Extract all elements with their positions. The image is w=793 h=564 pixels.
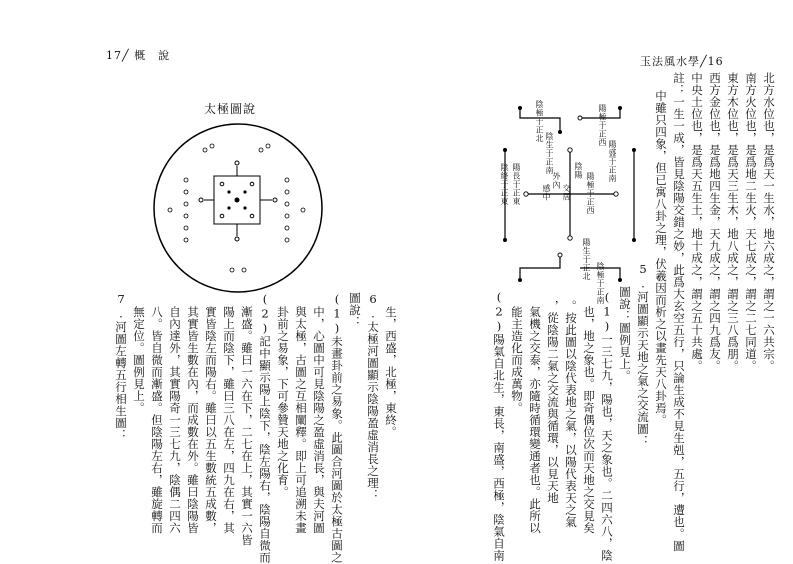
text-column: 。按此圖以陰代表地之氣，以陽代表天之氣 — [564, 300, 578, 528]
text-column: 能主造化而成萬物。 — [510, 306, 524, 414]
text-column: 自內達外，其實陽奇一三七九，陰偶二四六 — [168, 306, 182, 534]
hetu-label-top-left-b: 陰生于正南 — [545, 132, 554, 175]
hetu-label-top-right-b: 陽盛于正南 — [608, 140, 617, 183]
hetu-label-mid-left-b: 陰終于正東 — [500, 163, 509, 206]
hetu-label-mid-left-a: 陽長于正東 — [512, 163, 521, 206]
text-column: (1)未畫卦前之易象。此圖合河圖於太極古圖之 — [330, 292, 344, 564]
text-column: 與太極，古圖之互相闡釋。即上可追溯未畫 — [294, 306, 308, 534]
hetu-label-top-left-a: 陰極于正北 — [535, 100, 544, 143]
text-column: 生，西盛，北極，東終。 — [384, 306, 398, 438]
text-column: 陽上而陰下，雖曰三八在左，四九在右，其 — [222, 306, 236, 534]
text-column: 無定位。圖例見上。 — [132, 306, 146, 414]
text-column: 北方水位也，是爲天一生水，地六成之，謂之一六共宗。 — [762, 72, 776, 372]
text-column: 東方木位也，是爲天三生木，地八成之，謂之三八爲朋。 — [726, 72, 740, 372]
text-column: 圖說：圖例見上。 — [618, 286, 632, 382]
hetu-label-bottom-right-a: 陽生于正北 — [582, 238, 591, 281]
text-column: 中央土位也，是爲天五生土，地十成之，謂之五十共處。 — [690, 72, 704, 372]
hetu-label-top-right-a: 陽極于正西 — [598, 104, 607, 147]
text-column: 7.河圖左轉五行相生圖： — [114, 292, 128, 441]
text-column: 也，地之象也。即奇偶位次而天地之交見矣 — [582, 306, 596, 534]
header-left: 17╱ 概 說 — [106, 49, 171, 62]
text-column: 中雖只四象，但已寓八卦之理，伏羲因而析之以畫先天八卦焉。 — [654, 90, 668, 426]
text-column: 中，心圖中可見陰陽之盈虛消長，與夫河圖 — [312, 306, 326, 534]
text-column: 5.河圖顯示天地之氣之交流圖： — [636, 262, 650, 447]
text-column: 氣機之交泰，亦隨時循環變通者也。此所以 — [528, 306, 542, 534]
hetu-label-center-c: 交居 — [562, 184, 571, 201]
text-column: (1)一三七九，陽也，天之象也。二四六八，陰 — [600, 290, 614, 562]
header-right: 玉法風水學╱16 — [640, 55, 724, 68]
text-column: 南方火位也，是爲地二生火，天七成之，謂之二七同道。 — [744, 72, 758, 372]
text-column: (2)記中顯示陽上陰下，陰左陽右，陰陽自微而 — [258, 292, 272, 564]
text-column: 圖說： — [348, 292, 362, 328]
text-column: (2)陽氣自北生，東長，南盛，西極，陰氣自南 — [492, 290, 506, 562]
text-column: 6.太極河圖顯示陰陽盈虛消長之理： — [366, 292, 380, 501]
hetu-label-center-d: 感中 — [542, 184, 551, 201]
text-column: 西方金位也，是爲地四生金，天九成之，謂之四九爲友。 — [708, 72, 722, 372]
text-column: 漸盛。雖曰一六在下，二七在上，其實一六皆 — [240, 306, 254, 546]
hetu-label-center-a: 陰陽 — [574, 162, 583, 179]
text-column: 卦前之易象，下可參贊天地之化育。 — [276, 306, 290, 498]
hetu-label-center-b: 外內 — [552, 172, 561, 189]
text-column: 實皆陰左而陽右。雖曰以五生數統五成數， — [204, 306, 218, 534]
text-column: 註：一生一成，皆見陰陽交錯之妙，此爲大玄空五行，只論生成不見生剋，五行，遭也。圖 — [672, 72, 686, 552]
text-column: 八。皆自微而漸盛。但陰陽左右，雖旋轉而 — [150, 306, 164, 534]
text-column: ，從陰陽二氣之交流與循環，以見天地 — [546, 300, 560, 504]
hetu-label-right-inner: 陽極于正西 — [586, 172, 595, 215]
text-column: 其實皆生數在內，而成數在外。雖曰陰陽皆 — [186, 306, 200, 534]
hetu-label-bottom-right-b: 陰極于正南 — [596, 262, 605, 305]
taiji-title: 太極圖說 — [204, 102, 257, 116]
